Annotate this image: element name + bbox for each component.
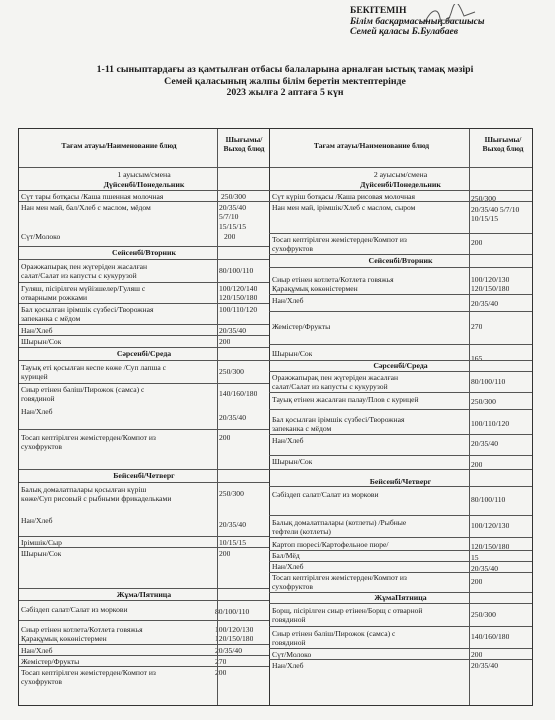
right-thu-3-out: 120/150/180 [471,542,510,551]
left-wed-2-name2: говядиной [21,394,55,403]
right-wednesday-heading: Сәрсенбі/Среда [373,361,428,370]
right-tue-3-out: 270 [471,322,483,331]
right-wed-1-name2: салат/Салат из капусты с кукурузой [272,382,388,391]
left-mon-1-out: 250/300 [221,192,246,201]
right-thu-5-name: Нан/Хлеб [272,562,304,571]
right-thu-6-name2: сухофруктов [272,582,313,591]
right-tue-1-name2: Қарақұмық көкөністермен [272,284,358,293]
document-title [40,64,530,99]
right-thu-2-name2: тефтели (котлеты) [272,527,331,536]
right-tue-3-name: Жемістер/Фрукты [272,322,331,331]
left-thu-2-out: 20/35/40 [219,520,247,529]
right-fri-1-name1: Борщ, пісірілген сиыр етінен/Борщ с отварной [272,606,423,615]
left-wed-1-out: 250/300 [219,367,244,376]
approval-line-2: Білім басқармасының басшысы [350,15,485,27]
left-mon-3-name: Сүт/Молоко [21,232,61,241]
right-mon-1-out: 250/300 [471,194,496,203]
left-thu-2-name: Нан/Хлеб [21,516,53,525]
left-mon-1-name: Сүт тары ботқасы /Каша пшенная молочная [21,192,164,201]
right-wed-1-name1: Оражжапырақ пен жүгеріден жасалған [272,373,399,382]
right-mon-2-out: 20/35/40 5/7/10 10/15/15 [471,205,520,224]
left-tue-2-out2: 120/150/180 [219,293,258,302]
right-tuesday-heading: Сейсенбі/Вторник [368,256,433,265]
right-mon-3-name2: сухофруктов [272,244,313,253]
right-thu-1-out: 80/100/110 [471,495,506,504]
right-thu-2-out: 100/120/130 [471,521,510,530]
right-wed-5-name: Шырын/Сок [272,457,313,466]
title-line-1: 1-11 сыныптардағы аз қамтылған отбасы балаларына арналған ыстық тамақ мәзірі [96,64,474,75]
left-fri-5-out: 200 [215,668,227,677]
left-tue-1-name2: салат/Салат из капусты с кукурузой [21,271,137,280]
left-mon-3-out: 200 [224,232,236,241]
right-monday-heading: Дүйсенбі/Понедельник [360,180,441,189]
signature-image [420,4,480,26]
right-thu-4-name: Бал/Мёд [272,551,300,560]
title-line-3: 2023 жылға 2 аптаға 5 күн [226,87,344,99]
left-fri-1-out: 80/100/110 [215,607,250,616]
left-fri-4-out: 270 [215,657,227,666]
header-dish-right: Тағам атауы/Наименование блюд [313,141,430,150]
approval-line-3: Семей қаласы Б.Булабаев [350,26,459,38]
approval-line-1: БЕКІТЕМІН [350,5,407,16]
right-mon-1-name: Сүт күріш ботқасы /Каша рисовая молочная [272,192,416,201]
left-mon-2-out: 20/35/40 5/7/10 15/15/15 [219,203,247,231]
left-tue-4-name: Нан/Хлеб [21,326,53,335]
shift-right: 2 ауысым/смена [373,170,428,179]
shift-left: 1 ауысым/смена [117,170,171,179]
left-tue-4-out: 20/35/40 [219,326,247,335]
menu-table [18,128,533,706]
right-wed-3-name1: Бал қосылған ірімшік сүзбесі/Творожная [272,415,405,424]
left-wed-4-name2: сухофруктов [21,442,62,451]
left-wed-1-name2: курицей [21,372,48,381]
right-fri-3-out: 200 [471,650,483,659]
right-thu-5-out: 20/35/40 [471,564,499,573]
right-fri-1-name2: говядиной [272,615,306,624]
left-tue-3-name2: запеканка с мёдом [21,314,81,323]
right-tue-2-out: 20/35/40 [471,299,499,308]
right-tue-1-name1: Сиыр етінен котлета/Котлета говяжья [272,275,394,284]
left-tue-2-out1: 100/120/140 [219,284,258,293]
left-thu-1-out: 250/300 [219,489,244,498]
right-fri-2-name1: Сиыр етінен бәліш/Пирожок (самса) с [272,629,396,638]
left-wed-4-name1: Тосап кептірілген жемістерден/Компот из [21,433,156,442]
left-tue-2-name2: отварными рожками [21,293,88,302]
left-thu-1-name2: көже/Суп рисовый с рыбными фрикадельками [21,494,172,503]
left-tue-3-name1: Бал қосылған ірімшік сүзбесі/Творожная [21,305,154,314]
left-thu-3-out: 10/15/15 [219,538,247,547]
right-tue-4-out: 165 [471,354,483,363]
right-wed-2-name: Тауық етінен жасалған палау/Плов с курицей [272,395,419,404]
right-tue-4-name: Шырын/Сок [272,349,313,358]
left-wed-1-name1: Тауық еті қосылған кеспе көже /Суп лапша с [21,363,167,372]
right-friday-heading: ЖұмаПятница [374,593,427,602]
right-fri-2-out: 140/160/180 [471,632,510,641]
left-thu-1-name1: Балық домалатпалары қосылған күріш [21,485,147,494]
left-wed-3-out: 20/35/40 [219,413,247,422]
right-thu-1-name: Сәбіздеп салат/Салат из моркови [272,490,379,499]
right-fri-2-name2: говядиной [272,638,306,647]
left-fri-5-name1: Тосап кептірілген жемістерден/Компот из [21,668,156,677]
right-thu-6-name1: Тосап кептірілген жемістерден/Компот из [272,573,407,582]
left-mon-2-name: Нан мен май, бал/Хлеб с маслом, мёдом [21,203,151,212]
left-monday-heading: Дүйсенбі/Понедельник [103,180,185,189]
left-tue-5-out: 200 [219,337,231,346]
left-friday-heading: Жұма/Пятница [116,590,172,599]
left-fri-2-name2: Қарақұмық көкөністермен [21,634,107,643]
right-thu-3-name: Картоп пюресі/Картофельное пюре/ [272,540,389,549]
left-fri-2-out2: 120/150/180 [215,634,254,643]
left-wed-4-out: 200 [219,433,231,442]
left-thu-4-out: 200 [219,549,231,558]
left-thu-4-name: Шырын/Сок [21,549,62,558]
left-tue-3-out: 100/110/120 [219,305,258,314]
left-tue-1-name1: Оражжапырақ пен жүгеріден жасалған [21,262,148,271]
left-tuesday-heading: Сейсенбі/Вторник [111,248,177,257]
left-fri-5-name2: сухофруктов [21,677,62,686]
left-tue-1-out: 80/100/110 [219,266,254,275]
right-fri-4-out: 20/35/40 [471,661,499,670]
right-tue-2-name: Нан/Хлеб [272,296,304,305]
left-wed-3-name: Нан/Хлеб [21,407,53,416]
right-wed-3-name2: запеканка с мёдом [272,424,332,433]
right-thursday-heading: Бейсенбі/Четверг [369,477,432,486]
left-fri-1-name: Сәбіздеп салат/Салат из моркови [21,605,128,614]
left-thursday-heading: Бейсенбі/Четверг [113,471,175,480]
left-fri-2-out1: 100/120/130 [215,625,254,634]
right-wed-3-out: 100/110/120 [471,419,510,428]
right-wed-4-name: Нан/Хлеб [272,436,304,445]
right-tue-1-out1: 100/120/130 [471,275,510,284]
left-fri-3-name: Нан/Хлеб [21,646,53,655]
left-wed-2-out: 140/160/180 [219,389,258,398]
left-fri-4-name: Жемістер/Фрукты [21,657,80,666]
right-thu-6-out: 200 [471,577,483,586]
left-wed-2-name1: Сиыр етінен бәліш/Пирожок (самса) с [21,385,145,394]
header-dish-left: Тағам атауы/Наименование блюд [61,141,177,150]
right-tue-1-out2: 120/150/180 [471,284,510,293]
right-wed-4-out: 20/35/40 [471,439,499,448]
title-line-2: Семей қаласының жалпы білім беретін мектептерінде [164,75,406,87]
left-tue-2-name1: Гуляш, пісірілген мүйізшелер/Гуляш с [21,284,146,293]
right-wed-5-out: 200 [471,460,483,469]
right-fri-4-name: Нан/Хлеб [272,661,304,670]
left-fri-3-out: 20/35/40 [215,646,243,655]
right-thu-4-out: 15 [471,553,479,562]
right-mon-3-out: 200 [471,238,483,247]
right-thu-2-name1: Балық домалатпалары (котлеты) /Рыбные [272,518,407,527]
right-wed-2-out: 250/300 [471,397,496,406]
right-fri-1-out: 250/300 [471,610,496,619]
left-thu-3-name: Ірімшік/Сыр [21,538,62,547]
right-mon-3-name1: Тосап кептірілген жемістерден/Компот из [272,235,407,244]
header-output-left: Шығымы/ Выход блюд [223,135,265,153]
right-mon-2-name: Нан мен май, ірімшік/Хлеб с маслом, сыром [272,203,416,212]
left-wednesday-heading: Сәрсенбі/Среда [116,349,172,358]
header-output-right: Шығымы/ Выход блюд [482,135,524,153]
right-fri-3-name: Сүт/Молоко [272,650,312,659]
right-wed-1-out: 80/100/110 [471,377,506,386]
left-fri-2-name1: Сиыр етінен котлета/Котлета говяжья [21,625,143,634]
left-tue-5-name: Шырын/Сок [21,337,62,346]
